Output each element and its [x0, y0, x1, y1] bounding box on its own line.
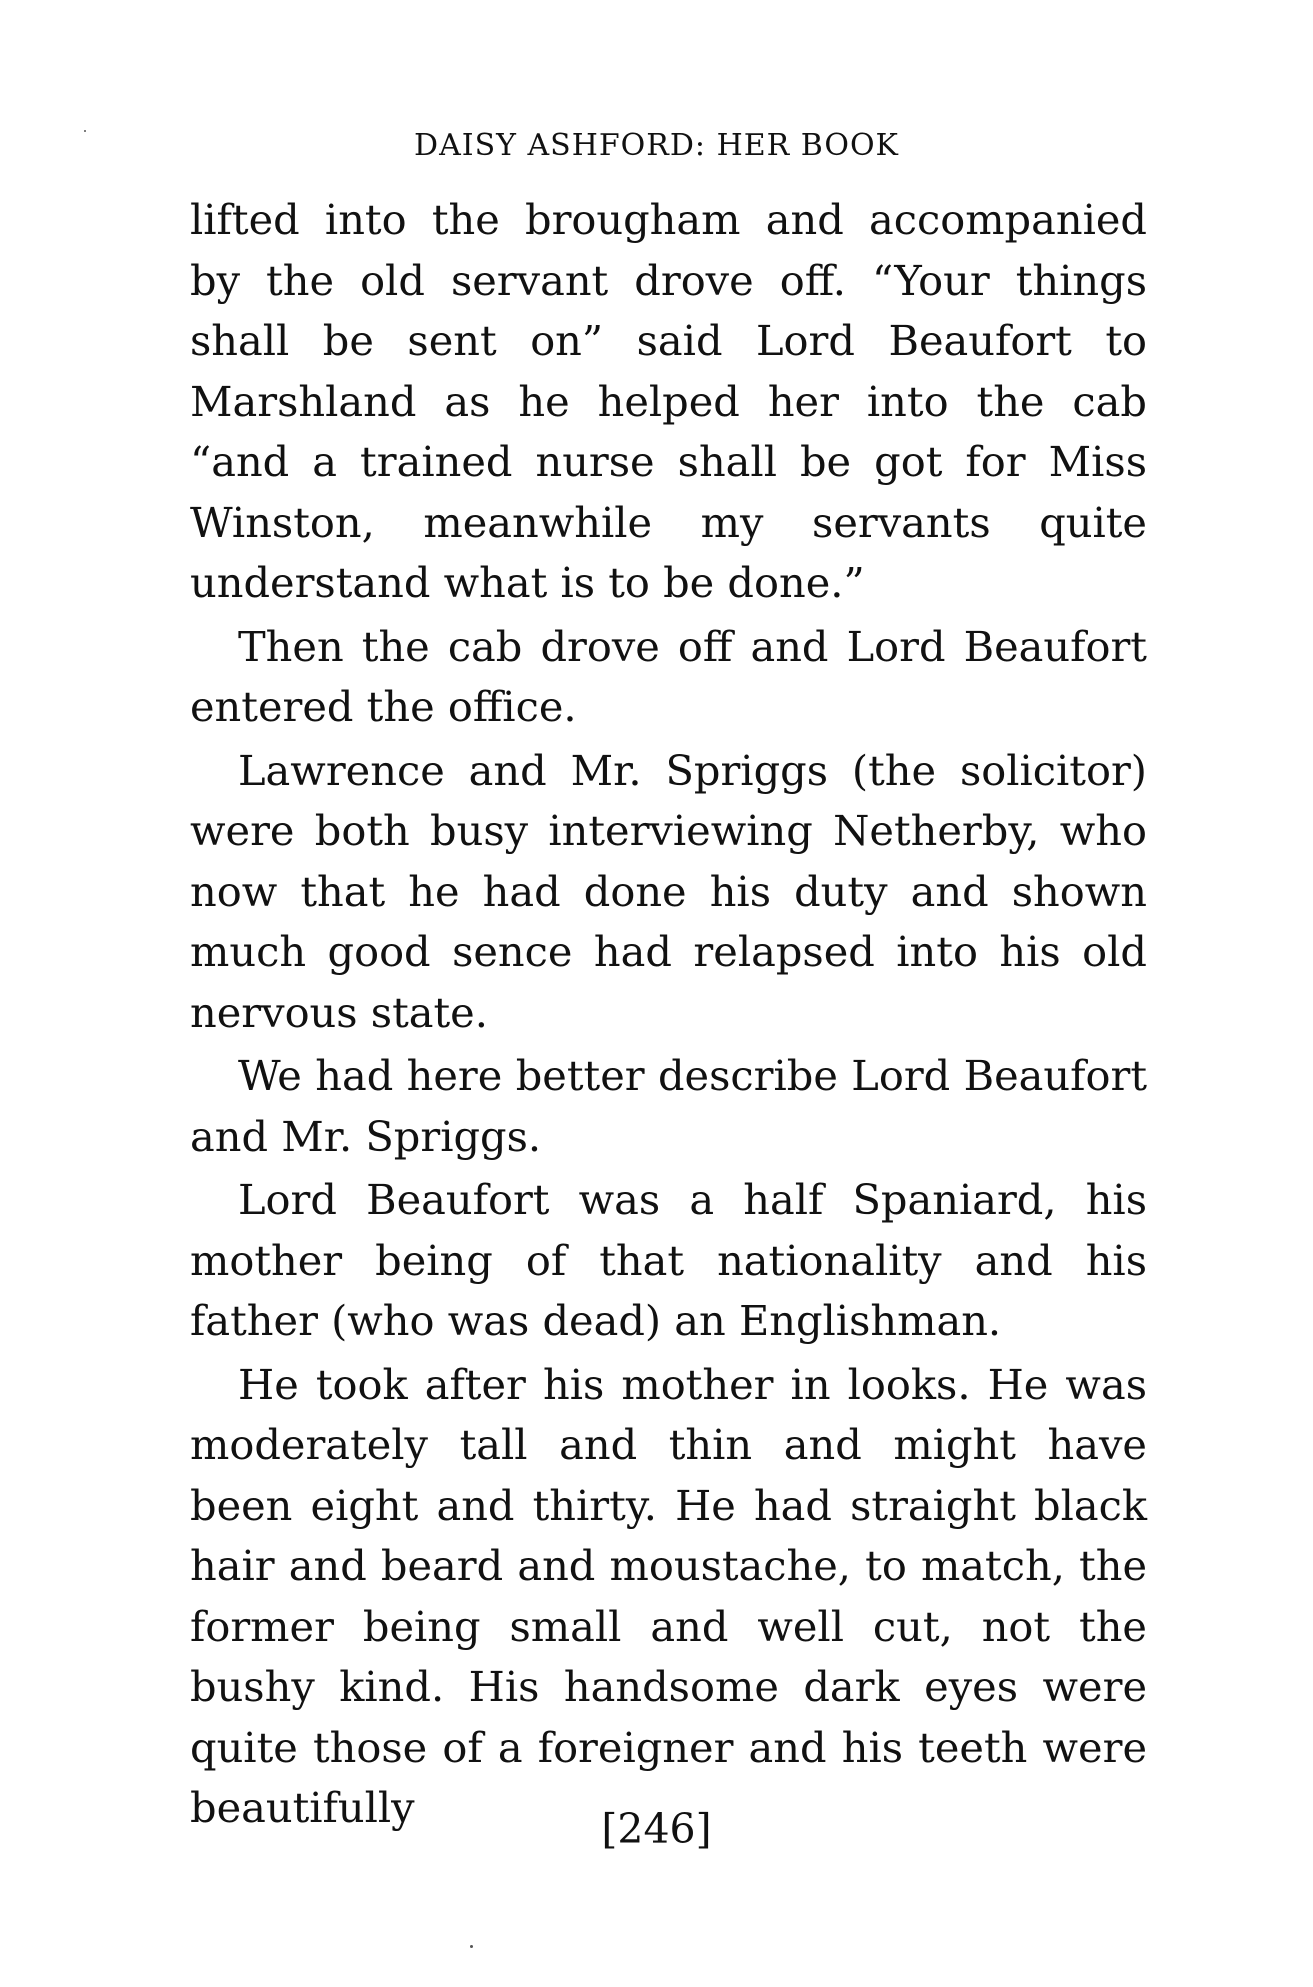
paragraph-3: Lawrence and Mr. Spriggs (the solicitor) were both busy interviewing Netherby, who now that he had done his duty and shown much good sence had relapsed into his old nervous state. [190, 745, 1147, 1037]
paragraph-5: Lord Beaufort was a half Spaniard, his mother being of that nationality and his father (who was dead) an Englishman. [190, 1175, 1147, 1345]
paragraph-6: He took after his mother in looks. He was moderately tall and thin and might have been eight and thirty. He had straight black hair and beard and moustache, to match, the former being small and well cut, not the bushy kind. His handsome dark eyes were quite those of a foreigner and his teeth were beautifully [190, 1359, 1147, 1832]
page-number: [246] [601, 1805, 712, 1853]
scan-speck [84, 130, 86, 132]
paragraph-4: We had here better describe Lord Beaufort and Mr. Spriggs. [190, 1051, 1147, 1161]
paragraph-2: Then the cab drove off and Lord Beaufort entered the office. [190, 621, 1147, 731]
running-head: DAISY ASHFORD: HER BOOK [414, 128, 899, 163]
body-text [190, 190, 1147, 1839]
scan-speck [470, 1945, 473, 1948]
paragraph-1: lifted into the brougham and accompanied by the old servant drove off. “Your things shall be sent on” said Lord Beaufort to Marshland as he helped her into the cab “and a trained nurse shall be got for Miss Winston, meanwhile my servants quite understand what is to be done.” [190, 195, 1147, 607]
